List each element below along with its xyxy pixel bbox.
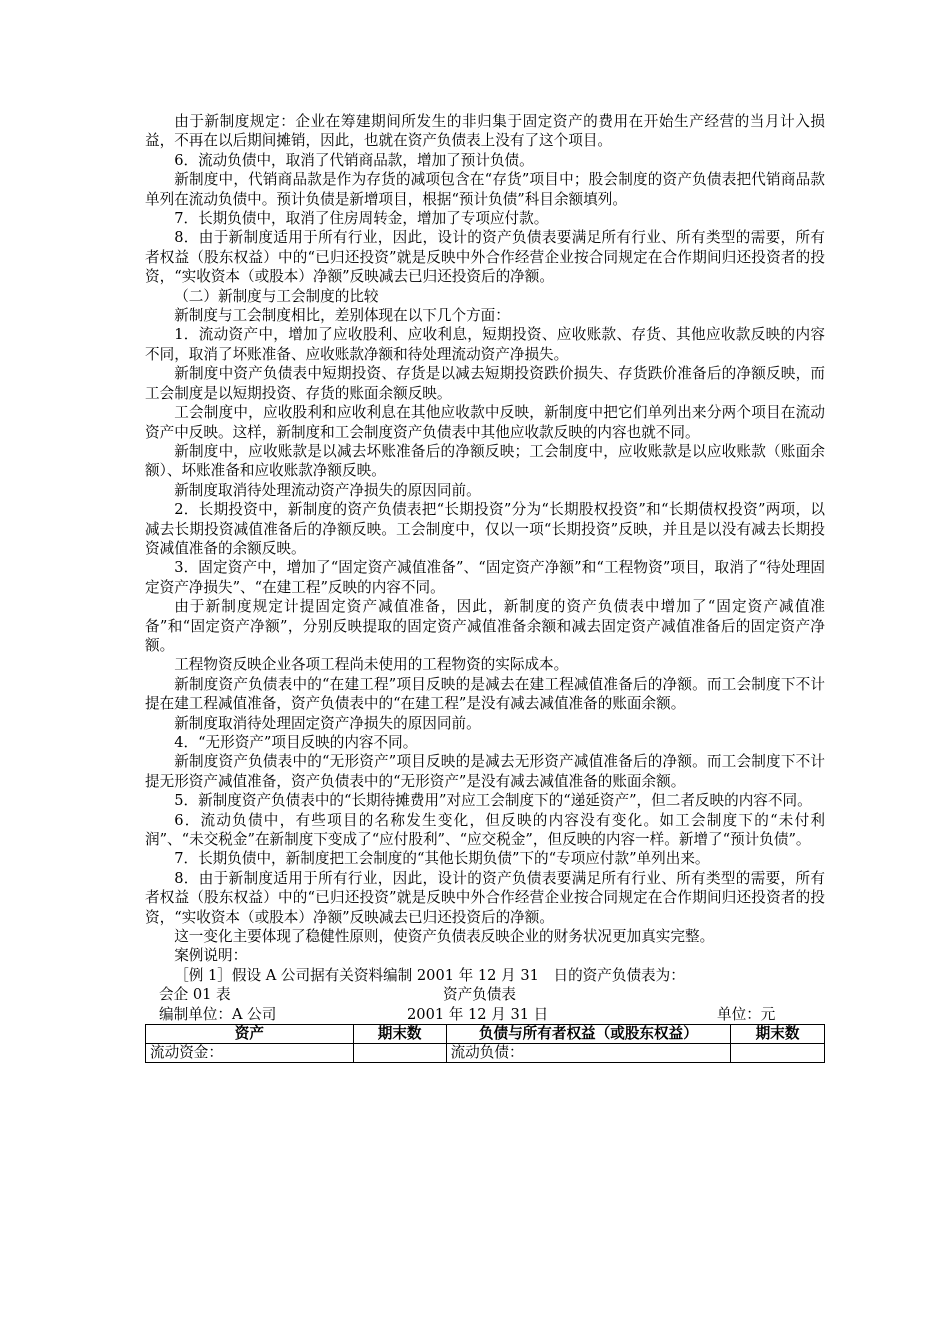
statement-heading-row	[145, 985, 825, 1004]
paragraph: 工程物资反映企业各项工程尚未使用的工程物资的实际成本。	[174, 656, 569, 674]
paragraph: 3．固定资产中，增加了“固定资产减值准备”、“固定资产净额”和“工程物资”项目，取消了“待处理固定资产净损失”、“在建工程”反映的内容不同。	[145, 559, 825, 596]
paragraph: 新制度与工会制度相比，差别体现在以下几个方面：	[174, 307, 510, 325]
paragraph: 新制度中，代销商品款是作为存货的减项包含在“存货”项目中；股会制度的资产负债表把代销商品款单列在流动负债中。预计负债是新增项目，根据“预计负债”科目余额填列。	[145, 171, 825, 208]
header-period-end: 期末数	[353, 1025, 446, 1044]
statement-date: 2001 年 12 月 31 日	[407, 1005, 549, 1023]
paragraph: 由于新制度规定计提固定资产减值准备，因此，新制度的资产负债表中增加了“固定资产减值准备”和“固定资产净额”，分别反映提取的固定资产减值准备余额和减去固定资产减值准备后的固定资产净额。	[145, 598, 825, 654]
paragraph: 5．新制度资产负债表中的“长期待摊费用”对应工会制度下的“递延资产”，但二者反映的内容不同。	[174, 792, 812, 810]
paragraph: ［例 1］假设 A 公司据有关资料编制 2001 年 12 月 31 日的资产负债表为：	[174, 966, 685, 984]
header-period-end-2: 期末数	[731, 1025, 825, 1044]
unit-of-compilation: 编制单位：A 公司	[159, 1005, 277, 1023]
balance-sheet-table	[145, 1024, 825, 1063]
paragraph: 4．“无形资产”项目反映的内容不同。	[174, 734, 418, 751]
statement-info-row	[145, 1005, 825, 1024]
form-code: 会企 01 表	[159, 986, 231, 1004]
header-liabilities-equity: 负债与所有者权益（或股东权益）	[446, 1025, 731, 1044]
paragraph: 新制度取消待处理流动资产净损失的原因同前。	[174, 481, 481, 499]
paragraph: 1．流动资产中，增加了应收股利、应收利息，短期投资、应收账款、存货、其他应收款反映的内容不同，取消了坏账准备、应收账款净额和待处理流动资产净损失。	[145, 326, 825, 363]
body-text	[145, 112, 825, 985]
table-header-row	[146, 1025, 825, 1044]
paragraph: 由于新制度规定：企业在筹建期间所发生的非归集于固定资产的费用在开始生产经营的当月计入损益，不再在以后期间摊销，因此，也就在资产负债表上没有了这个项目。	[145, 113, 825, 150]
paragraph: 案例说明：	[174, 947, 248, 965]
header-assets: 资产	[146, 1025, 354, 1044]
paragraph: 新制度取消待处理固定资产净损失的原因同前。	[174, 714, 481, 732]
paragraph: 7．长期负债中，取消了住房周转金，增加了专项应付款。	[174, 210, 549, 228]
paragraph: 7．长期负债中，新制度把工会制度的“其他长期负债”下的“专项应付款”单列出来。	[174, 850, 710, 868]
paragraph: 新制度中资产负债表中短期投资、存货是以减去短期投资跌价损失、存货跌价准备后的净额反映，而工会制度是以短期投资、存货的账面余额反映。	[145, 365, 825, 402]
paragraph: 工会制度中，应收股利和应收利息在其他应收款中反映，新制度中把它们单列出来分两个项目在流动资产中反映。这样，新制度和工会制度资产负债表中其他应收款反映的内容也就不同。	[145, 404, 825, 441]
statement-title: 资产负债表	[443, 986, 516, 1004]
paragraph: 这一变化主要体现了稳健性原则，使资产负债表反映企业的财务状况更加真实完整。	[174, 928, 715, 946]
paragraph: 6．流动负债中，有些项目的名称发生变化，但反映的内容没有变化。如工会制度下的“未付利润”、“未交税金”在新制度下变成了“应付股利”、“应交税金”，但反映的内容一样。新增了“预计负债”。	[145, 811, 825, 849]
table-cell	[731, 1044, 825, 1063]
paragraph: 6．流动负债中，取消了代销商品款，增加了预计负债。	[174, 151, 534, 169]
table-row	[146, 1044, 825, 1063]
document-page	[145, 112, 825, 1063]
paragraph: 2．长期投资中，新制度的资产负债表把“长期投资”分为“长期股权投资”和“长期债权投资”两项，以减去长期投资减值准备后的净额反映。工会制度中，仅以一项“长期投资”反映，并且是以没有减去长期投资减值准备的余额反映。	[145, 501, 825, 557]
paragraph: 新制度资产负债表中的“在建工程”项目反映的是减去在建工程减值准备后的净额。而工会制度下不计提在建工程减值准备，资产负债表中的“在建工程”是没有减去减值准备的账面余额。	[145, 675, 825, 713]
table-cell	[353, 1044, 446, 1063]
paragraph: （二）新制度与工会制度的比较	[174, 287, 379, 305]
table-cell: 流动负债：	[446, 1044, 731, 1063]
paragraph: 8．由于新制度适用于所有行业，因此，设计的资产负债表要满足所有行业、所有类型的需要，所有者权益（股东权益）中的“已归还投资”就是反映中外合作经营企业按合同规定在合作期间归还投资者的投资，“实收资本（或股本）净额”反映减去已归还投资后的净额。	[145, 869, 825, 926]
paragraph: 新制度中，应收账款是以减去坏账准备后的净额反映；工会制度中，应收账款是以应收账款（账面余额）、坏账准备和应收账款净额反映。	[145, 442, 825, 480]
table-cell: 流动资金：	[146, 1044, 354, 1063]
paragraph: 8．由于新制度适用于所有行业，因此，设计的资产负债表要满足所有行业、所有类型的需要，所有者权益（股东权益）中的“已归还投资”就是反映中外合作经营企业按合同规定在合作期间归还投资者的投资，“实收资本（或股本）净额”反映减去已归还投资后的净额。	[145, 229, 825, 286]
paragraph: 新制度资产负债表中的“无形资产”项目反映的是减去无形资产减值准备后的净额。而工会制度下不计提无形资产减值准备，资产负债表中的“无形资产”是没有减去减值准备的账面余额。	[145, 753, 825, 790]
currency-unit: 单位：元	[717, 1005, 776, 1023]
